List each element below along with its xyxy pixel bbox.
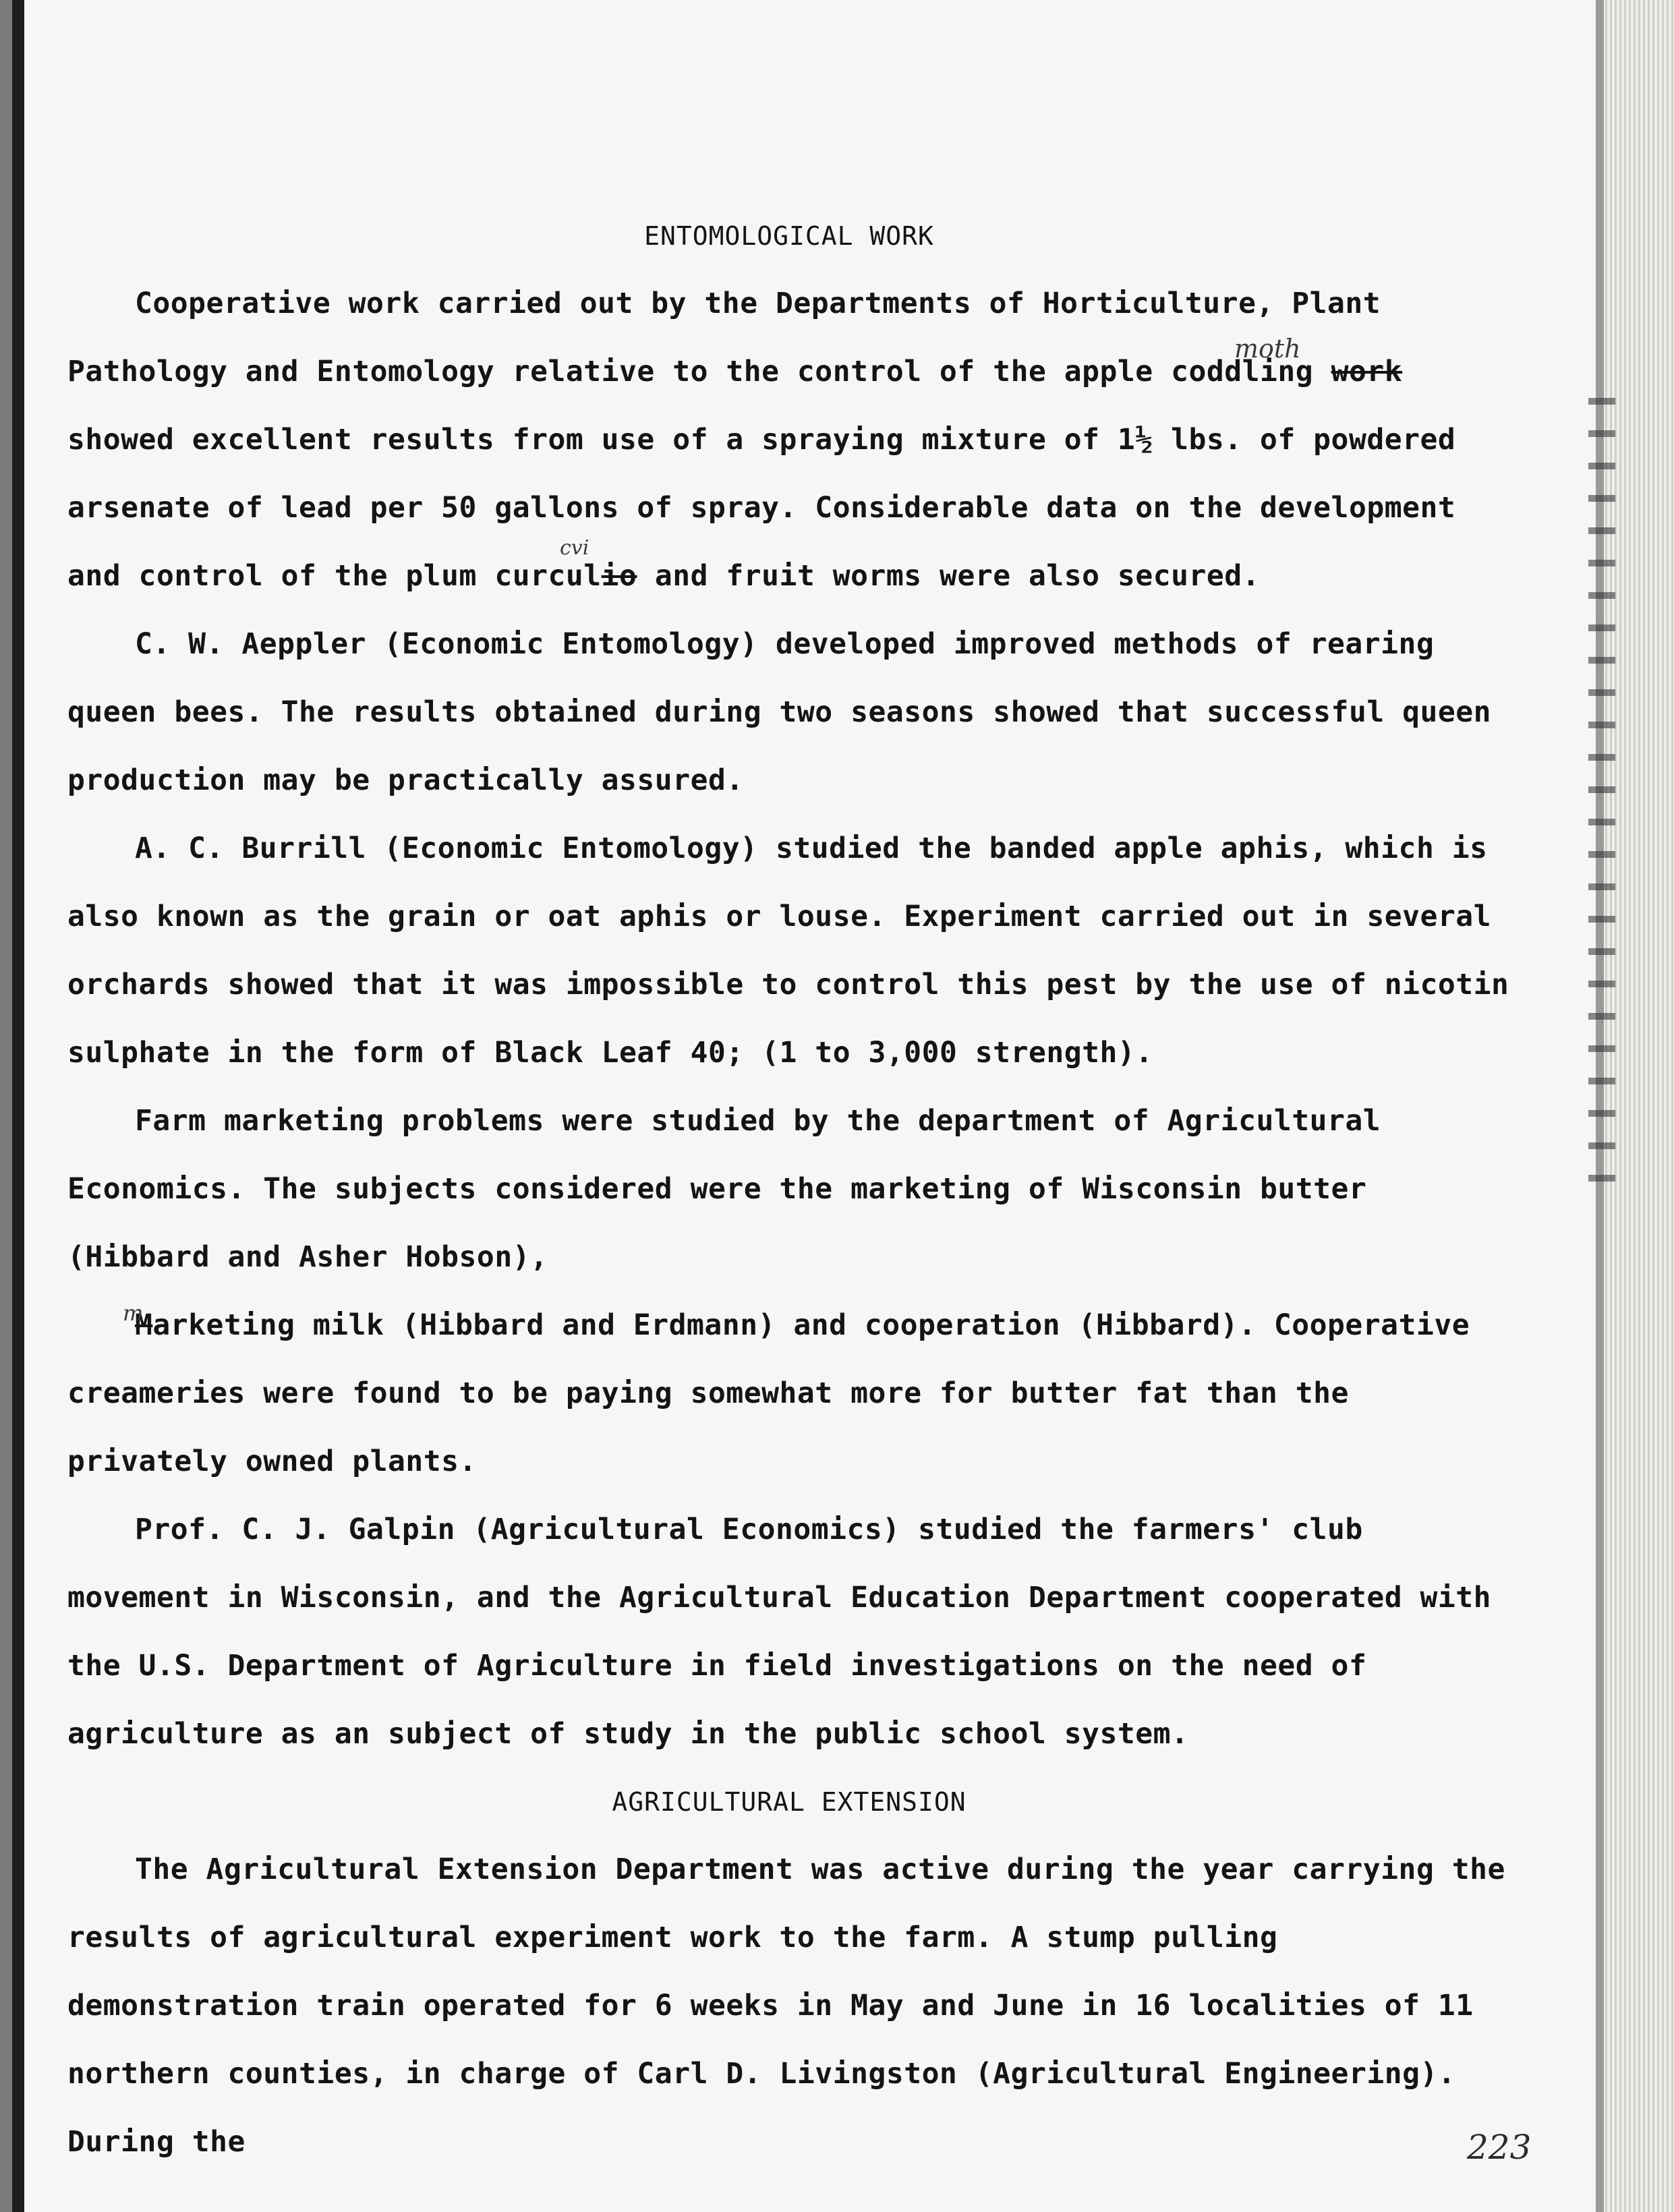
handwritten-insertion-moth: moth	[1234, 334, 1301, 363]
page-number: 223	[1467, 2128, 1532, 2167]
paragraph-text: showed excellent results from use of a spraying mixture of 1½ lbs. of powdered arsenate of lead per 50 gallons of spray. Considerable data on the development and control of the plum	[67, 423, 1456, 593]
handwritten-insertion-curculio: cvi	[560, 536, 589, 560]
paragraph-farm-marketing: Farm marketing problems were studied by the department of Agricultural Economics. The subjects considered were the marketing of Wisconsin butter (Hibbard and Asher Hobson),	[67, 1104, 1381, 1274]
paragraph-extension-department: The Agricultural Extension Department was active during the year carrying the results of agricultural experiment work to the farm. A stump pulling demonstration train operated for 6 weeks in May and June in 16 localities of 11 northern counties, in charge of Carl D. Livingston (Agricultural Engineering). During the	[67, 1853, 1505, 2159]
struck-letter: M	[135, 1308, 153, 1342]
struck-word: work	[1331, 355, 1403, 388]
book-spine-edge	[0, 0, 24, 2212]
document-body	[67, 202, 1511, 2176]
paragraph-burrill: A. C. Burrill (Economic Entomology) studied the banded apple aphis, which is also known as the grain or oat aphis or louse. Experiment carried out in several orchards showed that it was impossible to control this pest by the use of nicotin sulphate in the form of Black Leaf 40; (1 to 3,000 strength).	[67, 832, 1509, 1070]
handwritten-insertion-m: m	[123, 1300, 144, 1326]
paragraph-marketing-milk	[67, 1291, 1511, 1496]
paragraph-text: Cooperative work carried out by the Departments of Horticulture, Plant Pathology and Entomology relative to the control of the apple coddling	[67, 287, 1381, 388]
section-heading-entomological-work: ENTOMOLOGICAL WORK	[644, 221, 934, 251]
struck-letters: io	[601, 559, 637, 593]
paragraph-text: and fruit worms were also secured.	[637, 559, 1261, 593]
paragraph-cooperative-work	[67, 270, 1511, 610]
paragraph-aeppler: C. W. Aeppler (Economic Entomology) developed improved methods of rearing queen bees. The results obtained during two seasons showed that successful queen production may be practically assured.	[67, 627, 1492, 797]
curculio-word-start: curcul	[494, 559, 602, 593]
page-edge-marks	[1588, 398, 1615, 1207]
paragraph-text: arketing milk (Hibbard and Erdmann) and cooperation (Hibbard). Cooperative creameries were found to be paying somewhat more for butter fat than the privately owned plants.	[67, 1308, 1470, 1478]
section-heading-agricultural-extension: AGRICULTURAL EXTENSION	[612, 1787, 966, 1817]
paragraph-galpin: Prof. C. J. Galpin (Agricultural Economics) studied the farmers' club movement in Wisconsin, and the Agricultural Education Department cooperated with the U.S. Department of Agriculture in field investigations on the need of agriculture as an subject of study in the public school system.	[67, 1513, 1492, 1751]
